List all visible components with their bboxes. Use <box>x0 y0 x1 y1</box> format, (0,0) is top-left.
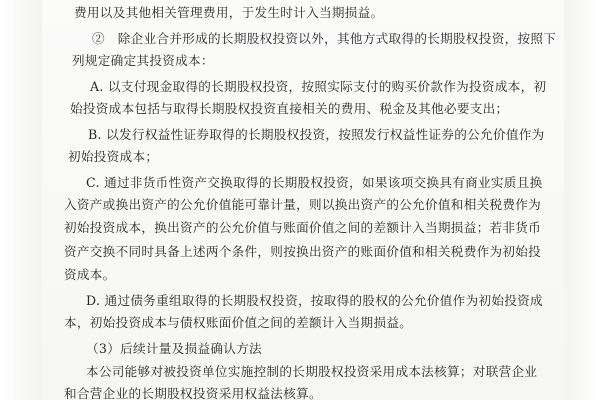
text-line: A. 以支付现金取得的长期股权投资，按照实际支付的购买价款作为投资成本，初 <box>90 79 547 94</box>
scan-margin-right <box>564 0 600 400</box>
text-line: 入资产或换出资产的公允价值能可靠计量，则以换出资产的公允价值和相关税费作为 <box>64 197 542 212</box>
scan-margin-left <box>0 0 42 400</box>
text-line: 本，初始投资成本与债权账面价值之间的差额计入当期损益。 <box>64 315 413 330</box>
section-heading: （3）后续计量及损益确认方法 <box>86 341 262 356</box>
text-line: 和合营企业的长期股权投资采用权益法核算。 <box>64 386 322 400</box>
text-line: D. 通过债务重组取得的长期股权投资，按取得的股权的公允价值作为初始投资成 <box>86 293 543 308</box>
text-line: 初始投资成本； <box>68 149 159 164</box>
text-line: 本公司能够对被投资单位实施控制的长期股权投资采用成本法核算；对联营企业 <box>86 364 538 379</box>
text-line: 资产交换不同时具备上述两个条件，则按换出资产的账面价值和相关税费作为初始投 <box>64 244 542 259</box>
text-line: 初始投资成本，换出资产的公允价值与账面价值之间的差额计入当期损益；若非货币 <box>64 220 542 235</box>
text-line: B. 以发行权益性证券取得的长期股权投资，按照发行权益性证券的公允价值作为 <box>88 127 545 142</box>
text-line: 始投资成本包括与取得长期股权投资直接相关的费用、税金及其他必要支出； <box>70 101 509 116</box>
text-line: 列规定确定其投资成本： <box>72 53 214 68</box>
text-line: 费用以及其他相关管理费用，于发生时计入当期损益。 <box>74 5 384 20</box>
text-line: ② 除企业合并形成的长期股权投资以外，其他方式取得的长期股权投资，按照下 <box>92 31 557 46</box>
text-line: 资成本。 <box>64 267 116 282</box>
text-line: C. 通过非货币性资产交换取得的长期股权投资，如果该项交换具有商业实质且换 <box>86 175 543 190</box>
